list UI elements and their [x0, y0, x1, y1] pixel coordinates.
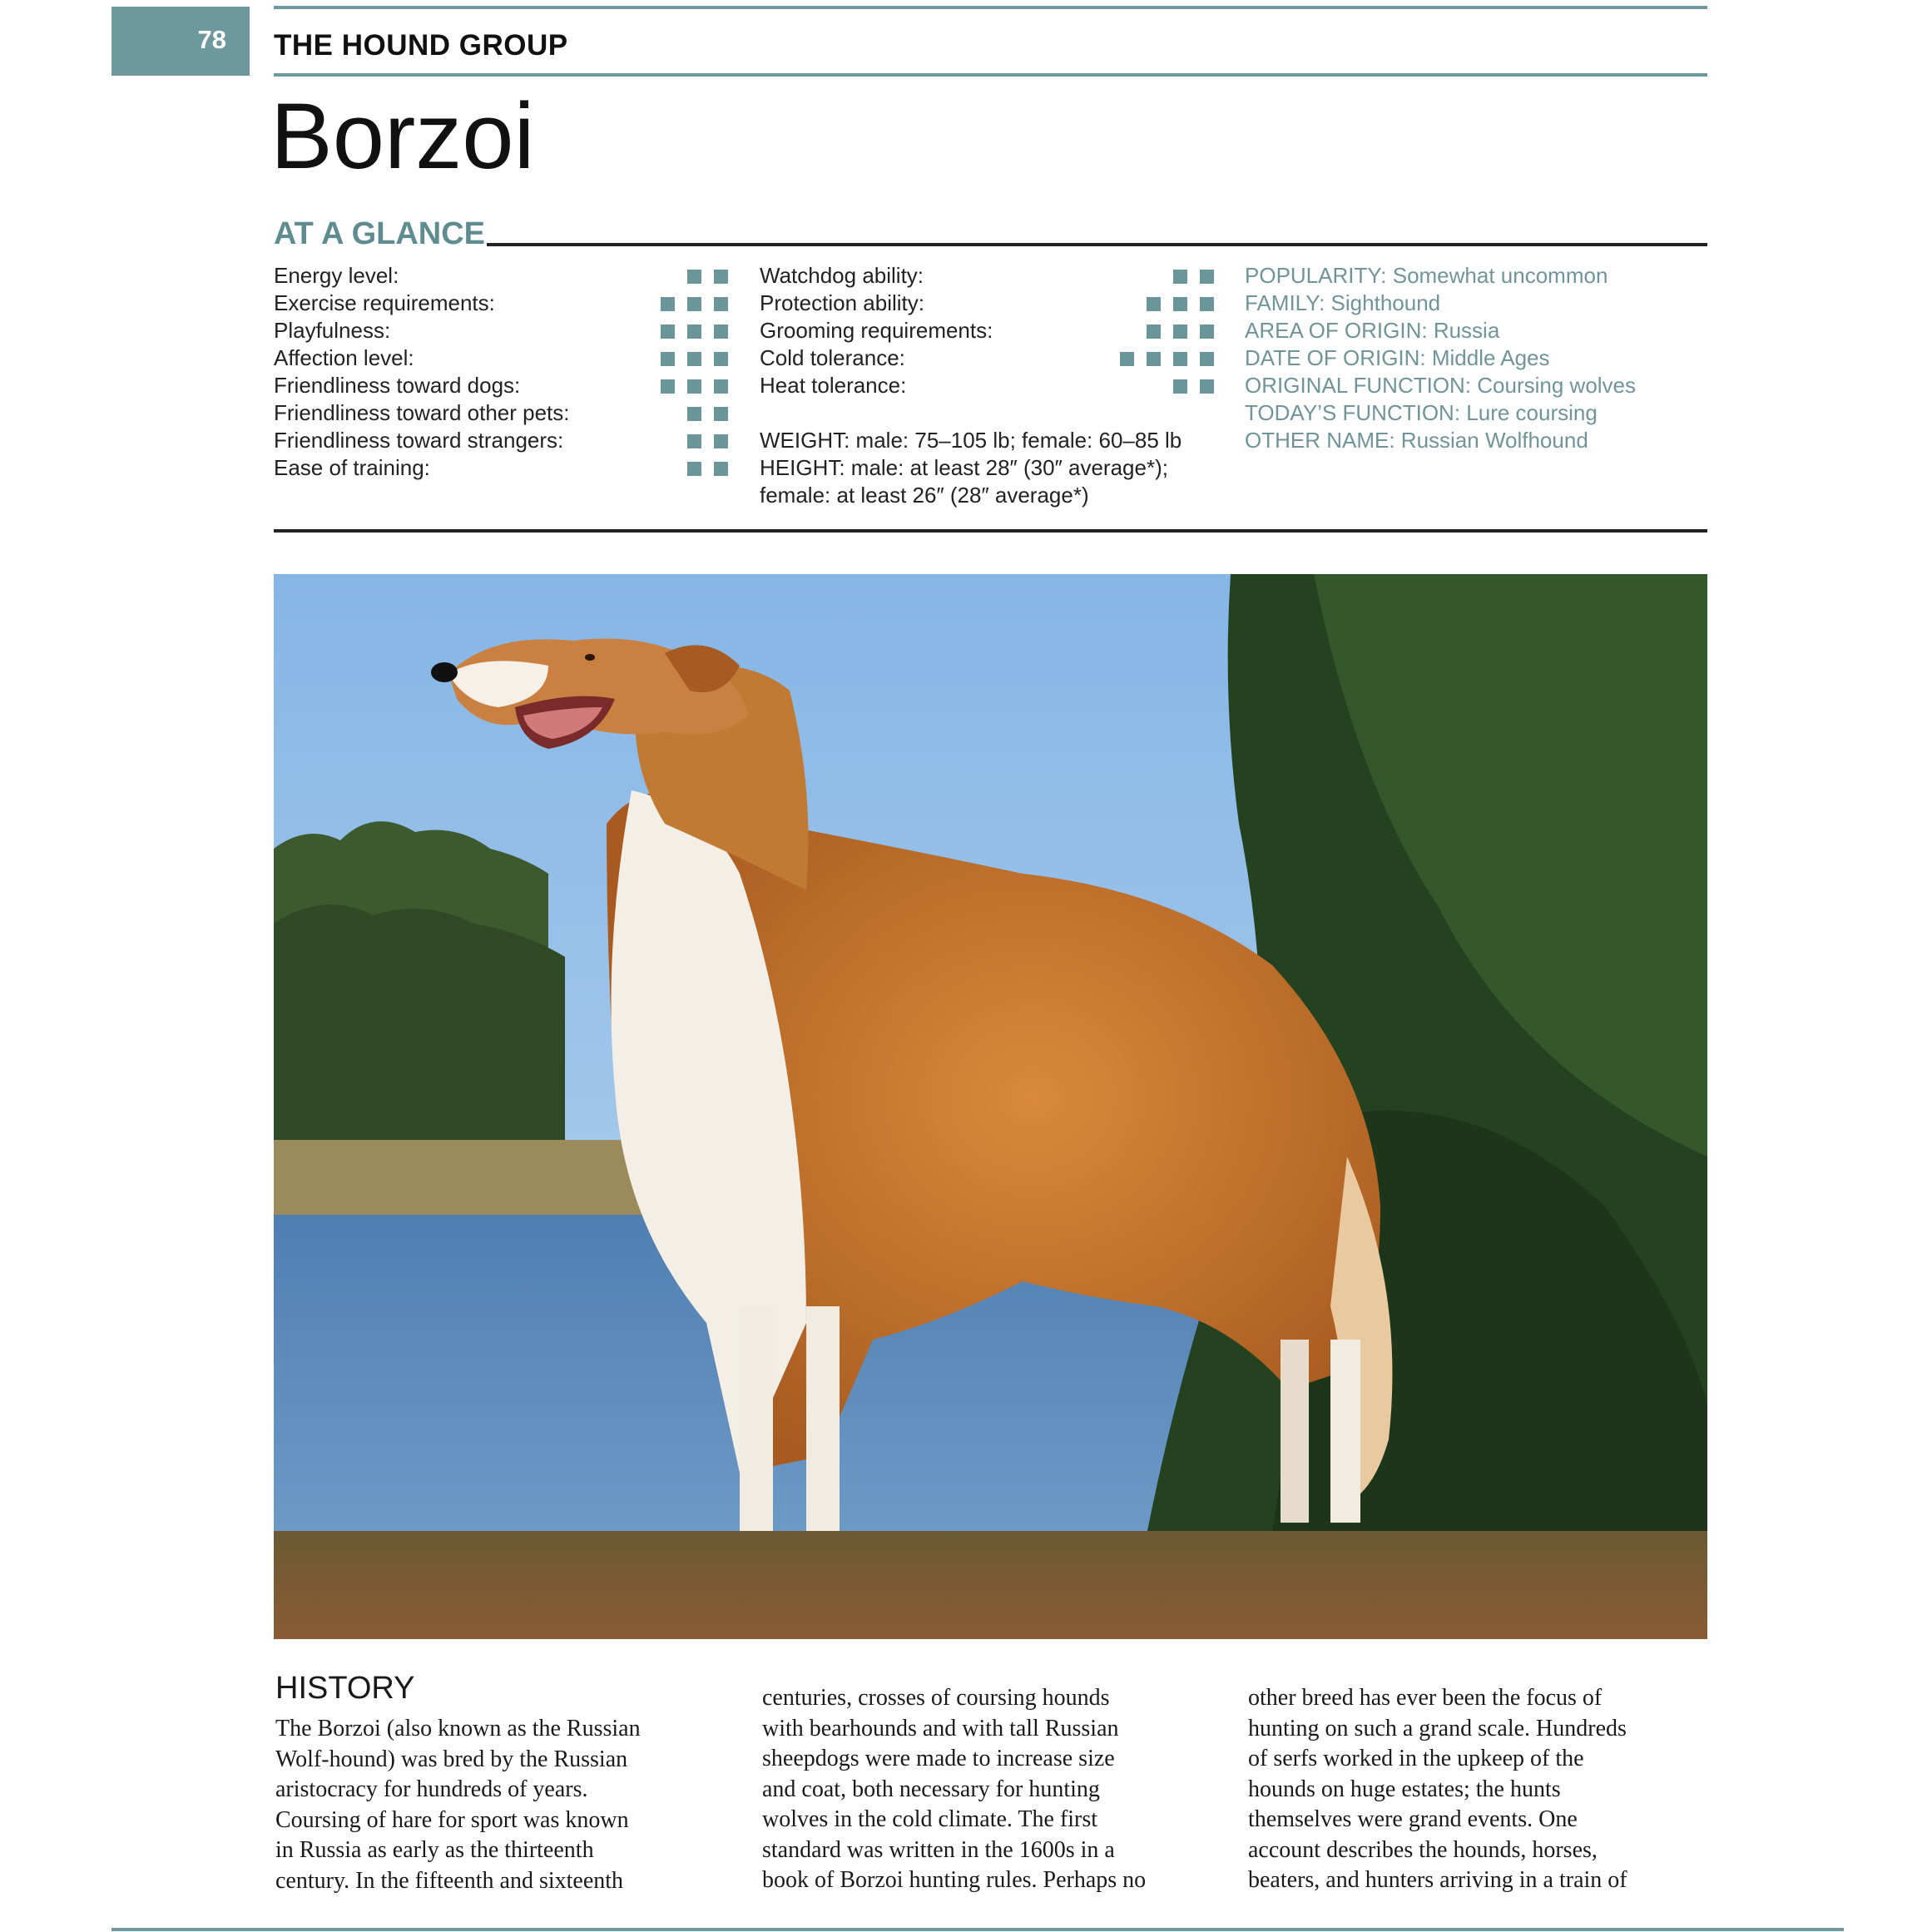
- rating-square-icon: [1120, 352, 1134, 366]
- rating-square-icon: [687, 379, 701, 394]
- fact-area-of-origin: AREA OF ORIGIN: Russia: [1245, 318, 1500, 343]
- history-line: centuries, crosses of coursing hounds: [762, 1685, 1110, 1711]
- history-line: Coursing of hare for sport was known: [275, 1806, 629, 1833]
- rating-row: [274, 372, 728, 399]
- fact-date-of-origin: DATE OF ORIGIN: Middle Ages: [1245, 345, 1550, 370]
- rating-row: [274, 344, 728, 372]
- rating-square-icon: [1200, 270, 1214, 284]
- rating-square-icon: [1200, 352, 1214, 366]
- rating-square-icon: [687, 352, 701, 366]
- rating-row: [760, 344, 1214, 372]
- fact-popularity: POPULARITY: Somewhat uncommon: [1245, 263, 1608, 288]
- rating-square-icon: [714, 379, 728, 394]
- rating-row: [760, 262, 1214, 290]
- rating-row: [274, 290, 728, 317]
- header-bottom-rule: [274, 73, 1707, 77]
- rating-square-icon: [714, 270, 728, 284]
- rating-square-icon: [687, 297, 701, 311]
- at-a-glance-heading: AT A GLANCE: [274, 216, 486, 251]
- history-column-1: [275, 1714, 641, 1896]
- history-line: account describes the hounds, horses,: [1248, 1836, 1598, 1863]
- at-a-glance-rule: [487, 243, 1707, 246]
- history-line: and coat, both necessary for hunting: [762, 1776, 1100, 1802]
- history-line: The Borzoi (also known as the Russian: [275, 1716, 641, 1741]
- rating-square-icon: [1200, 297, 1214, 311]
- rating-label: Heat tolerance:: [760, 373, 907, 398]
- history-line: in Russia as early as the thirteenth: [275, 1837, 594, 1863]
- rating-squares: [661, 324, 728, 339]
- history-line: of serfs worked in the upkeep of the: [1248, 1746, 1584, 1771]
- rating-squares: [687, 270, 728, 284]
- history-line: aristocracy for hundreds of years.: [275, 1776, 588, 1802]
- rating-square-icon: [1173, 379, 1187, 394]
- rating-square-icon: [1147, 297, 1161, 311]
- rating-square-icon: [1200, 324, 1214, 339]
- history-column-2: [762, 1683, 1146, 1896]
- history-line: Wolf-hound) was bred by the Russian: [275, 1746, 628, 1772]
- fact-family: FAMILY: Sighthound: [1245, 290, 1441, 315]
- history-line: book of Borzoi hunting rules. Perhaps no: [762, 1867, 1147, 1893]
- rating-squares: [1173, 270, 1214, 284]
- rating-label: Affection level:: [274, 345, 414, 370]
- rating-label: Grooming requirements:: [760, 318, 993, 343]
- rating-squares: [661, 379, 728, 394]
- rating-squares: [1147, 297, 1214, 311]
- rating-row: [760, 372, 1214, 399]
- header-top-rule: [274, 6, 1707, 9]
- rating-squares: [687, 434, 728, 448]
- history-line: beaters, and hunters arriving in a train of: [1248, 1867, 1627, 1893]
- rating-square-icon: [687, 270, 701, 284]
- history-column-3: [1248, 1683, 1627, 1896]
- rating-row: [274, 427, 728, 454]
- rating-square-icon: [1173, 297, 1187, 311]
- rating-square-icon: [714, 352, 728, 366]
- rating-squares: [1120, 352, 1214, 366]
- rating-square-icon: [661, 297, 675, 311]
- rating-row: [274, 317, 728, 344]
- rating-label: Watchdog ability:: [760, 263, 924, 288]
- rating-square-icon: [661, 379, 675, 394]
- history-line: standard was written in the 1600s in a: [762, 1836, 1115, 1863]
- rating-label: Friendliness toward dogs:: [274, 373, 521, 398]
- history-line: with bearhounds and with tall Russian: [762, 1715, 1119, 1741]
- rating-square-icon: [687, 462, 701, 476]
- weight-text: WEIGHT: male: 75–105 lb; female: 60–85 lb: [760, 428, 1182, 453]
- rating-row: [274, 399, 728, 427]
- rating-square-icon: [714, 462, 728, 476]
- rating-square-icon: [1173, 352, 1187, 366]
- history-line: other breed has ever been the focus of: [1248, 1685, 1603, 1711]
- page-number: 78: [197, 25, 226, 54]
- rating-square-icon: [714, 407, 728, 421]
- rating-square-icon: [714, 434, 728, 448]
- rating-square-icon: [687, 407, 701, 421]
- footer-rule: [111, 1928, 1844, 1931]
- group-title: THE HOUND GROUP: [274, 29, 568, 62]
- height-text: HEIGHT: male: at least 28″ (30″ average*);: [760, 455, 1168, 480]
- rating-square-icon: [661, 324, 675, 339]
- rating-square-icon: [661, 352, 675, 366]
- rating-row: [274, 454, 728, 482]
- rating-square-icon: [1147, 324, 1161, 339]
- history-line: hounds on huge estates; the hunts: [1248, 1776, 1561, 1802]
- rating-square-icon: [687, 324, 701, 339]
- fact-other-name: OTHER NAME: Russian Wolfhound: [1245, 428, 1588, 453]
- fact-original-function: ORIGINAL FUNCTION: Coursing wolves: [1245, 373, 1637, 398]
- rating-square-icon: [714, 324, 728, 339]
- rating-row: [760, 290, 1214, 317]
- rating-squares: [687, 407, 728, 421]
- rating-label: Energy level:: [274, 263, 399, 288]
- rating-label: Cold tolerance:: [760, 345, 905, 370]
- fact-todays-function: TODAY’S FUNCTION: Lure coursing: [1245, 400, 1598, 425]
- rating-squares: [1147, 324, 1214, 339]
- rating-square-icon: [687, 434, 701, 448]
- history-line: century. In the fifteenth and sixteenth: [275, 1867, 624, 1894]
- rating-square-icon: [714, 297, 728, 311]
- rating-label: Friendliness toward strangers:: [274, 428, 564, 453]
- rating-label: Protection ability:: [760, 290, 924, 315]
- at-a-glance-bottom-rule: [274, 529, 1707, 533]
- rating-label: Friendliness toward other pets:: [274, 400, 570, 425]
- history-line: themselves were grand events. One: [1248, 1806, 1578, 1832]
- breed-title: Borzoi: [270, 84, 535, 188]
- rating-row: [760, 317, 1214, 344]
- rating-label: Ease of training:: [274, 455, 430, 480]
- rating-squares: [661, 352, 728, 366]
- height-female-text: female: at least 26″ (28″ average*): [760, 483, 1089, 508]
- rating-squares: [1173, 379, 1214, 394]
- history-line: wolves in the cold climate. The first: [762, 1806, 1098, 1832]
- history-line: sheepdogs were made to increase size: [762, 1746, 1115, 1771]
- history-line: hunting on such a grand scale. Hundreds: [1248, 1715, 1627, 1741]
- borzoi-photo: [274, 574, 1707, 1639]
- rating-row: [274, 262, 728, 290]
- rating-square-icon: [1173, 324, 1187, 339]
- rating-square-icon: [1173, 270, 1187, 284]
- rating-squares: [661, 297, 728, 311]
- rating-square-icon: [1200, 379, 1214, 394]
- rating-label: Exercise requirements:: [274, 290, 495, 315]
- rating-label: Playfulness:: [274, 318, 391, 343]
- history-heading: HISTORY: [275, 1671, 415, 1706]
- rating-squares: [687, 462, 728, 476]
- rating-square-icon: [1147, 352, 1161, 366]
